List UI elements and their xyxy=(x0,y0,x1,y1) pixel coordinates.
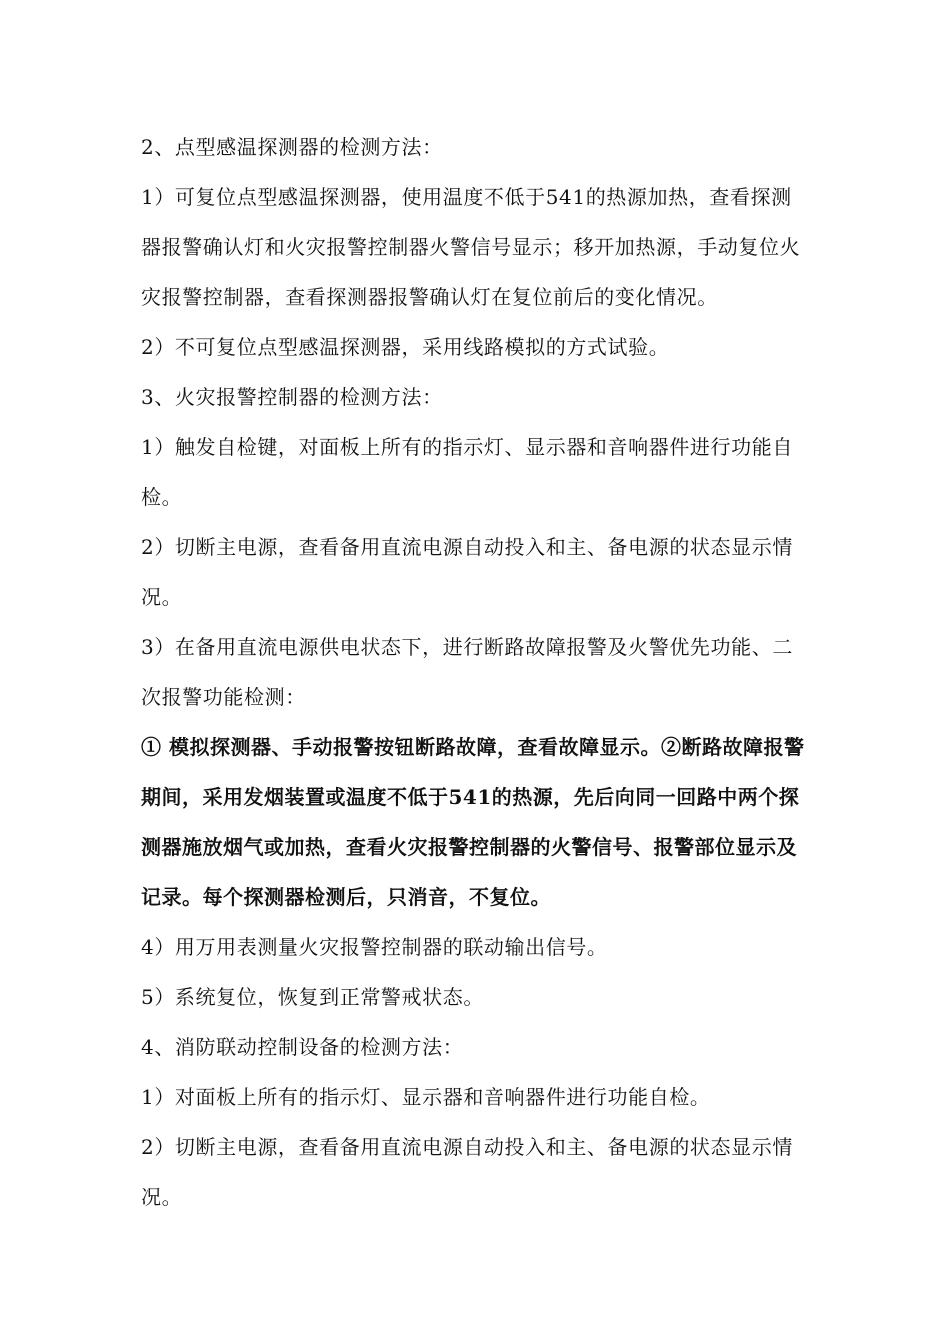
paragraph-4-2: 2）切断主电源，查看备用直流电源自动投入和主、备电源的状态显示情况。 xyxy=(141,1135,793,1209)
paragraph-3-4: 4）用万用表测量火灾报警控制器的联动输出信号。 xyxy=(141,935,608,959)
section-heading-4: 4、消防联动控制设备的检测方法： xyxy=(141,1035,464,1059)
paragraph-3-5: 5）系统复位，恢复到正常警戒状态。 xyxy=(141,985,484,1009)
paragraph-4-1: 1）对面板上所有的指示灯、显示器和音响器件进行功能自检。 xyxy=(141,1085,711,1109)
paragraph-2-1: 1）可复位点型感温探测器，使用温度不低于541的热源加热，查看探测器报警确认灯和火灾报警控制器火警信号显示；移开加热源，手动复位火灾报警控制器，查看探测器报警确认灯在复位前后的变化情况。 xyxy=(141,185,801,309)
paragraph-3-3: 3）在备用直流电源供电状态下，进行断路故障报警及火警优先功能、二次报警功能检测： xyxy=(141,635,793,709)
paragraph-3-3-detail: ① 模拟探测器、手动报警按钮断路故障，查看故障显示。②断路故障报警期间，采用发烟装置或温度不低于541的热源，先后向同一回路中两个探测器施放烟气或加热，查看火灾报警控制器的火警信号、报警部位显示及记录。每个探测器检测后，只消音，不复位。 xyxy=(141,735,805,909)
document-body xyxy=(141,122,811,1222)
paragraph-3-2: 2）切断主电源，查看备用直流电源自动投入和主、备电源的状态显示情况。 xyxy=(141,535,793,609)
section-heading-2: 2、点型感温探测器的检测方法： xyxy=(141,135,443,159)
paragraph-3-1: 1）触发自检键，对面板上所有的指示灯、显示器和音响器件进行功能自检。 xyxy=(141,435,793,509)
paragraph-2-2: 2）不可复位点型感温探测器，采用线路模拟的方式试验。 xyxy=(141,335,670,359)
section-heading-3: 3、火灾报警控制器的检测方法： xyxy=(141,385,443,409)
